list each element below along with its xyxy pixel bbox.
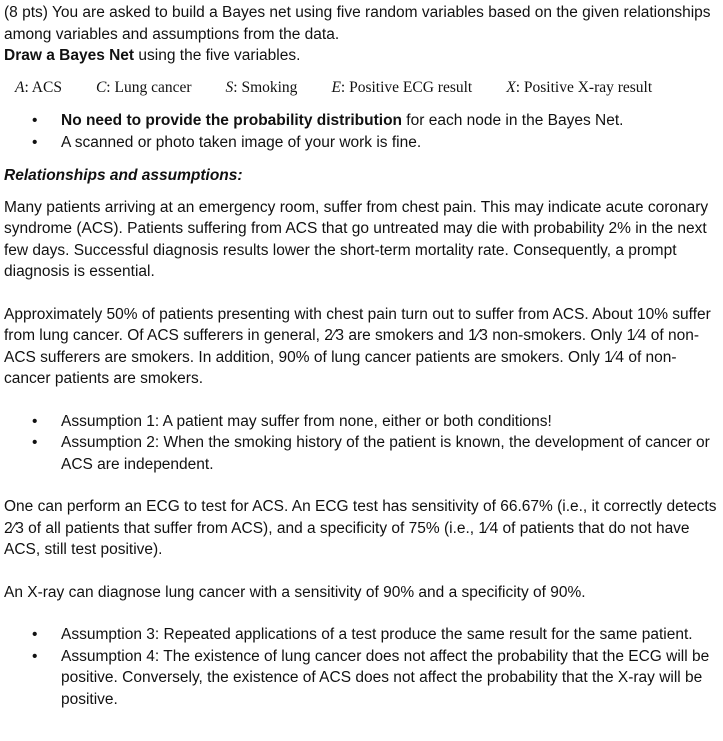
- draw-instruction: [4, 45, 719, 67]
- bullet-icon: •: [32, 434, 38, 451]
- list-item: [4, 646, 719, 711]
- variable-ecg: [331, 77, 472, 99]
- assumptions-list-1: [4, 411, 719, 476]
- list-item: [4, 411, 719, 433]
- variable-smoking: [226, 77, 298, 99]
- list-item: [4, 132, 719, 154]
- draw-instruction-bold: Draw a Bayes Net: [4, 47, 135, 64]
- paragraph-ecg: One can perform an ECG to test for ACS. An ECG test has sensitivity of 66.67% (i.e., it correctly detects 2⁄3 of all patients that suffer from ACS), and a specificity of 75% (i.e., 1⁄4 of patients that do not have ACS, still test positive).: [4, 498, 717, 558]
- variable-symbol: S: [225, 78, 234, 96]
- variable-lung-cancer: [96, 77, 192, 99]
- variable-label: : Positive X-ray result: [515, 78, 653, 96]
- assumption-text: Assumption 3: Repeated applications of a test produce the same result for the same patient.: [61, 626, 693, 643]
- variable-symbol: E: [331, 78, 341, 96]
- assumption-text: Assumption 1: A patient may suffer from none, either or both conditions!: [61, 412, 552, 430]
- paragraph-probabilities: Approximately 50% of patients presenting with chest pain turn out to suffer from ACS. About 10% suffer from lung cancer. Of ACS sufferers in general, 2⁄3 are smokers and 1⁄3 non-smokers. Only 1⁄4 of non-ACS sufferers are smokers. In addition, 90% of lung cancer patients are smokers. Only 1⁄4 of non-cancer patients are smokers.: [4, 305, 711, 387]
- list-item: [4, 624, 719, 646]
- list-item: [4, 432, 719, 475]
- variable-acs: [15, 77, 62, 99]
- variable-label: : Positive ECG result: [340, 78, 473, 96]
- bullet-icon: •: [32, 412, 38, 430]
- bullet-icon: •: [32, 626, 38, 643]
- notes-list: [4, 110, 719, 153]
- note-text: A scanned or photo taken image of your work is fine.: [61, 133, 422, 151]
- intro-text: (8 pts) You are asked to build a Bayes net using five random variables based on the given relationships among variables and assumptions from the data.: [4, 4, 711, 43]
- variable-xray: [506, 77, 652, 99]
- draw-instruction-rest: using the five variables.: [134, 47, 301, 64]
- paragraph-context: Many patients arriving at an emergency room, suffer from chest pain. This may indicate acute coronary syndrome (ACS). Patients suffering from ACS that go untreated may die with probability 2% in the next few days. Successful diagnosis results lower the short-term mortality rate. Consequently, a prompt diagnosis is essential.: [4, 198, 709, 280]
- variable-label: : Smoking: [233, 78, 298, 96]
- note-bold: No need to provide the probability distribution: [61, 112, 402, 129]
- bullet-icon: •: [32, 133, 38, 151]
- paragraph-xray: An X-ray can diagnose lung cancer with a sensitivity of 90% and a specificity of 90%.: [4, 583, 586, 601]
- assumptions-list-2: [4, 624, 719, 710]
- variable-symbol: X: [506, 78, 516, 96]
- bullet-icon: •: [32, 112, 38, 129]
- bullet-icon: •: [32, 647, 38, 665]
- assumption-text: Assumption 4: The existence of lung cancer does not affect the probability that the ECG will be positive. Conversely, the existence of ACS does not affect the probability that the X-ray will be positive.: [61, 647, 710, 708]
- note-rest: for each node in the Bayes Net.: [402, 112, 624, 129]
- variable-symbol: C: [95, 78, 107, 96]
- variable-list: [15, 77, 719, 99]
- section-heading: Relationships and assumptions:: [4, 167, 243, 184]
- variable-label: : ACS: [24, 78, 62, 96]
- assumption-text: Assumption 2: When the smoking history of the patient is known, the development of cancer or ACS are independent.: [61, 434, 710, 473]
- list-item: [4, 110, 719, 132]
- variable-symbol: A: [15, 78, 25, 96]
- variable-label: : Lung cancer: [106, 78, 192, 96]
